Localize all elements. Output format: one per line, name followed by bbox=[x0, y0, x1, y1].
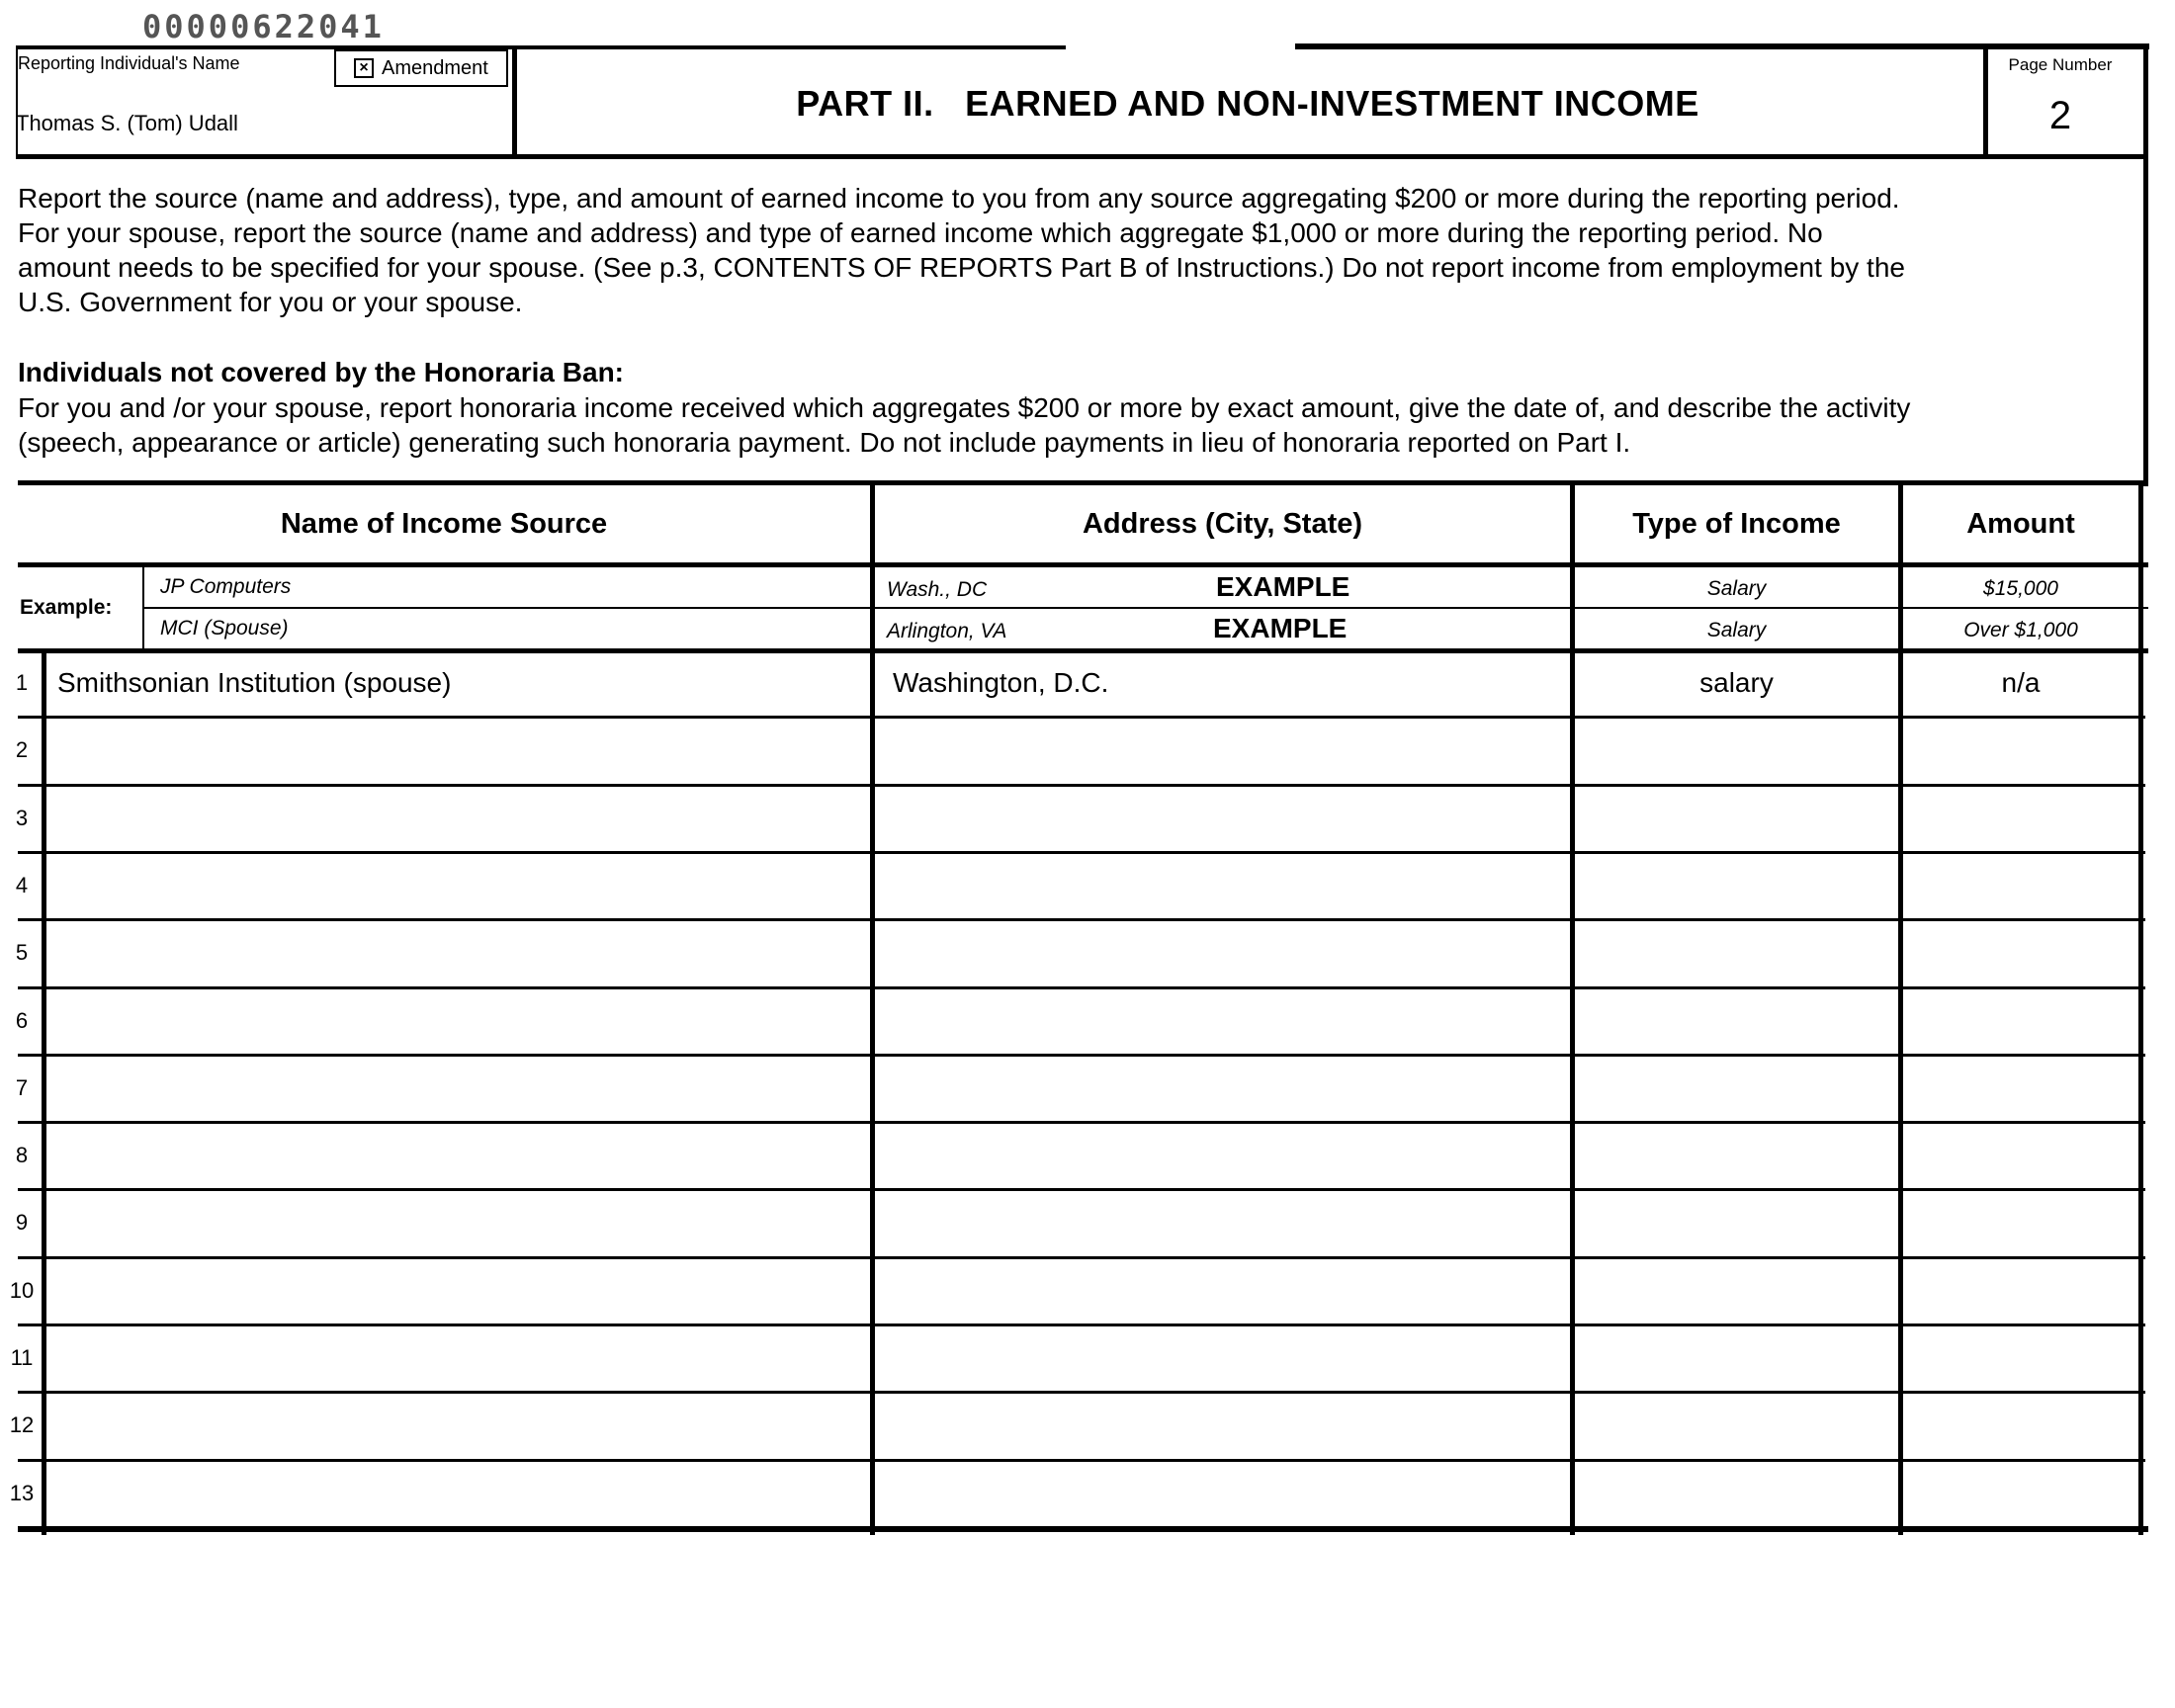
row-number: 7 bbox=[15, 1074, 29, 1100]
row-bottom-rule bbox=[18, 1054, 2145, 1057]
amendment-checkbox[interactable]: × bbox=[354, 58, 374, 78]
instruction-line: For your spouse, report the source (name and address) and type of earned income which aggregate $1,000 or more during the reporting period. No bbox=[18, 217, 1823, 248]
instruction-line: Report the source (name and address), type, and amount of earned income to you from any source aggregating $200 or more during the reporting period. bbox=[18, 183, 1900, 214]
row-bottom-rule bbox=[18, 851, 2145, 854]
row-number: 12 bbox=[9, 1412, 35, 1438]
page-number: 2 bbox=[2048, 94, 2072, 137]
example-bottom-rule bbox=[18, 648, 2148, 653]
row-number: 3 bbox=[15, 805, 29, 830]
row-address[interactable]: Washington, D.C. bbox=[893, 667, 1109, 698]
example-2-address: Arlington, VA bbox=[887, 620, 1007, 642]
example-1-address: Wash., DC bbox=[887, 578, 988, 601]
example-1-tag: EXAMPLE bbox=[1216, 571, 1350, 602]
page-title: PART II. EARNED AND NON-INVESTMENT INCOME bbox=[796, 83, 1699, 124]
row-number: 4 bbox=[15, 872, 29, 897]
instructions-paragraph-2 bbox=[18, 390, 2143, 460]
row-bottom-rule bbox=[18, 1324, 2145, 1326]
col-header-amount: Amount bbox=[1966, 507, 2075, 540]
row-bottom-rule bbox=[18, 1256, 2145, 1259]
row-bottom-rule bbox=[18, 918, 2145, 921]
table-right-border bbox=[2138, 480, 2143, 1535]
row-number: 11 bbox=[10, 1345, 34, 1370]
reporting-name-value: Thomas S. (Tom) Udall bbox=[16, 111, 238, 135]
row-amount[interactable]: n/a bbox=[2001, 667, 2041, 698]
row-number: 13 bbox=[9, 1480, 35, 1505]
row-number: 1 bbox=[15, 670, 29, 695]
row-bottom-rule bbox=[18, 986, 2145, 989]
example-1-amount: $15,000 bbox=[1983, 577, 2058, 600]
col-header-type: Type of Income bbox=[1632, 507, 1841, 540]
instructions-paragraph-1 bbox=[18, 181, 2143, 319]
row-number: 5 bbox=[15, 940, 29, 966]
row-number: 8 bbox=[15, 1143, 29, 1168]
instruction-line: amount needs to be specified for your spouse. (See p.3, CONTENTS OF REPORTS Part B of Instructions.) Do not report income from employment by the bbox=[18, 252, 1905, 283]
example-mid-rule bbox=[144, 607, 2148, 609]
example-label: Example: bbox=[20, 596, 113, 619]
row-bottom-rule bbox=[18, 1121, 2145, 1124]
reporting-name-label: Reporting Individual's Name bbox=[18, 53, 240, 73]
amendment-box bbox=[334, 49, 508, 87]
page-number-label: Page Number bbox=[2008, 55, 2113, 74]
row-bottom-rule bbox=[18, 1391, 2145, 1394]
example-1-type: Salary bbox=[1706, 577, 1767, 600]
row-number: 6 bbox=[15, 1007, 29, 1033]
row-income-type[interactable]: salary bbox=[1699, 667, 1774, 698]
row-bottom-rule bbox=[18, 1188, 2145, 1191]
row-income-source[interactable]: Smithsonian Institution (spouse) bbox=[57, 667, 452, 698]
example-label-divider bbox=[142, 565, 144, 650]
example-2-tag: EXAMPLE bbox=[1213, 613, 1348, 643]
row-number: 9 bbox=[15, 1210, 29, 1236]
example-2-name: MCI (Spouse) bbox=[160, 617, 289, 640]
row-bottom-rule bbox=[18, 784, 2145, 787]
amendment-label: Amendment bbox=[382, 56, 488, 79]
instruction-line: For you and /or your spouse, report honoraria income received which aggregates $200 or more by exact amount, give the date of, and describe the activity bbox=[18, 392, 1911, 423]
row-number: 10 bbox=[9, 1277, 35, 1303]
document-id: 00000622041 bbox=[142, 8, 385, 45]
col-divider-address bbox=[870, 480, 875, 1535]
row-bottom-rule bbox=[18, 1526, 2148, 1532]
example-1-name: JP Computers bbox=[160, 575, 292, 598]
row-bottom-rule bbox=[18, 716, 2145, 719]
col-header-address: Address (City, State) bbox=[1082, 507, 1363, 540]
row-number: 2 bbox=[15, 737, 29, 763]
instruction-line: (speech, appearance or article) generating such honoraria payment. Do not include payments in lieu of honoraria reported on Part I. bbox=[18, 427, 1631, 458]
honoraria-heading: Individuals not covered by the Honoraria Ban: bbox=[18, 357, 624, 387]
col-header-name: Name of Income Source bbox=[280, 507, 608, 540]
example-2-amount: Over $1,000 bbox=[1963, 619, 2078, 641]
instruction-line: U.S. Government for you or your spouse. bbox=[18, 287, 523, 317]
example-2-type: Salary bbox=[1706, 619, 1767, 641]
frame-right-border bbox=[2143, 43, 2148, 486]
row-bottom-rule bbox=[18, 1459, 2145, 1462]
